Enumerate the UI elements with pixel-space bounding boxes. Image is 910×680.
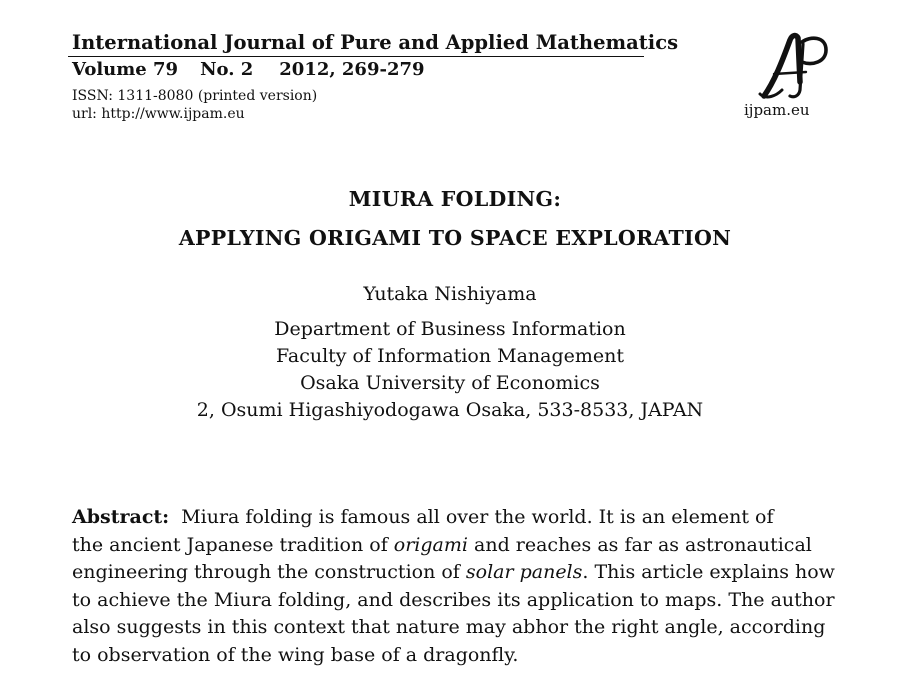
abstract-line: Abstract: Miura folding is famous all over the world. It is an element of	[72, 506, 774, 528]
abstract-line: also suggests in this context that nature may abhor the right angle, according	[72, 616, 826, 639]
journal-url: url: http://www.ijpam.eu	[72, 106, 245, 122]
abstract-line: to achieve the Miura folding, and describes its application to maps. The author	[72, 588, 835, 611]
abstract-line: engineering through the construction of solar panels. This article explains how	[72, 561, 835, 584]
issue-number: No. 2	[200, 59, 254, 80]
paper-title-line-1: MIURA FOLDING:	[348, 187, 562, 211]
logo-site: ijpam.eu	[744, 101, 810, 119]
journal-logo-icon	[756, 30, 832, 102]
volume: Volume 79	[72, 59, 179, 80]
year-pages: 2012, 269-279	[279, 59, 425, 80]
author-name: Yutaka Nishiyama	[363, 283, 537, 305]
affiliation-line: Faculty of Information Management	[275, 345, 625, 367]
affiliation-line: Department of Business Information	[274, 318, 626, 340]
abstract-label: Abstract:	[72, 506, 170, 528]
abstract-line: the ancient Japanese tradition of origami and reaches as far as astronautical	[72, 533, 812, 556]
issn: ISSN: 1311-8080 (printed version)	[72, 88, 318, 104]
affiliation-line: 2, Osumi Higashiyodogawa Osaka, 533-8533, JAPAN	[196, 399, 704, 421]
header-rule	[68, 56, 644, 57]
affiliation-line: Osaka University of Economics	[300, 372, 600, 394]
abstract-line: to observation of the wing base of a dragonfly.	[72, 643, 519, 666]
emphasis-solar-panels: solar panels	[465, 561, 583, 584]
abstract	[72, 504, 835, 670]
journal-name: International Journal of Pure and Applied Mathematics	[72, 31, 679, 54]
paper-title-line-2: APPLYING ORIGAMI TO SPACE EXPLORATION	[178, 226, 732, 250]
emphasis-origami: origami	[393, 533, 468, 556]
volume-line	[72, 59, 425, 80]
